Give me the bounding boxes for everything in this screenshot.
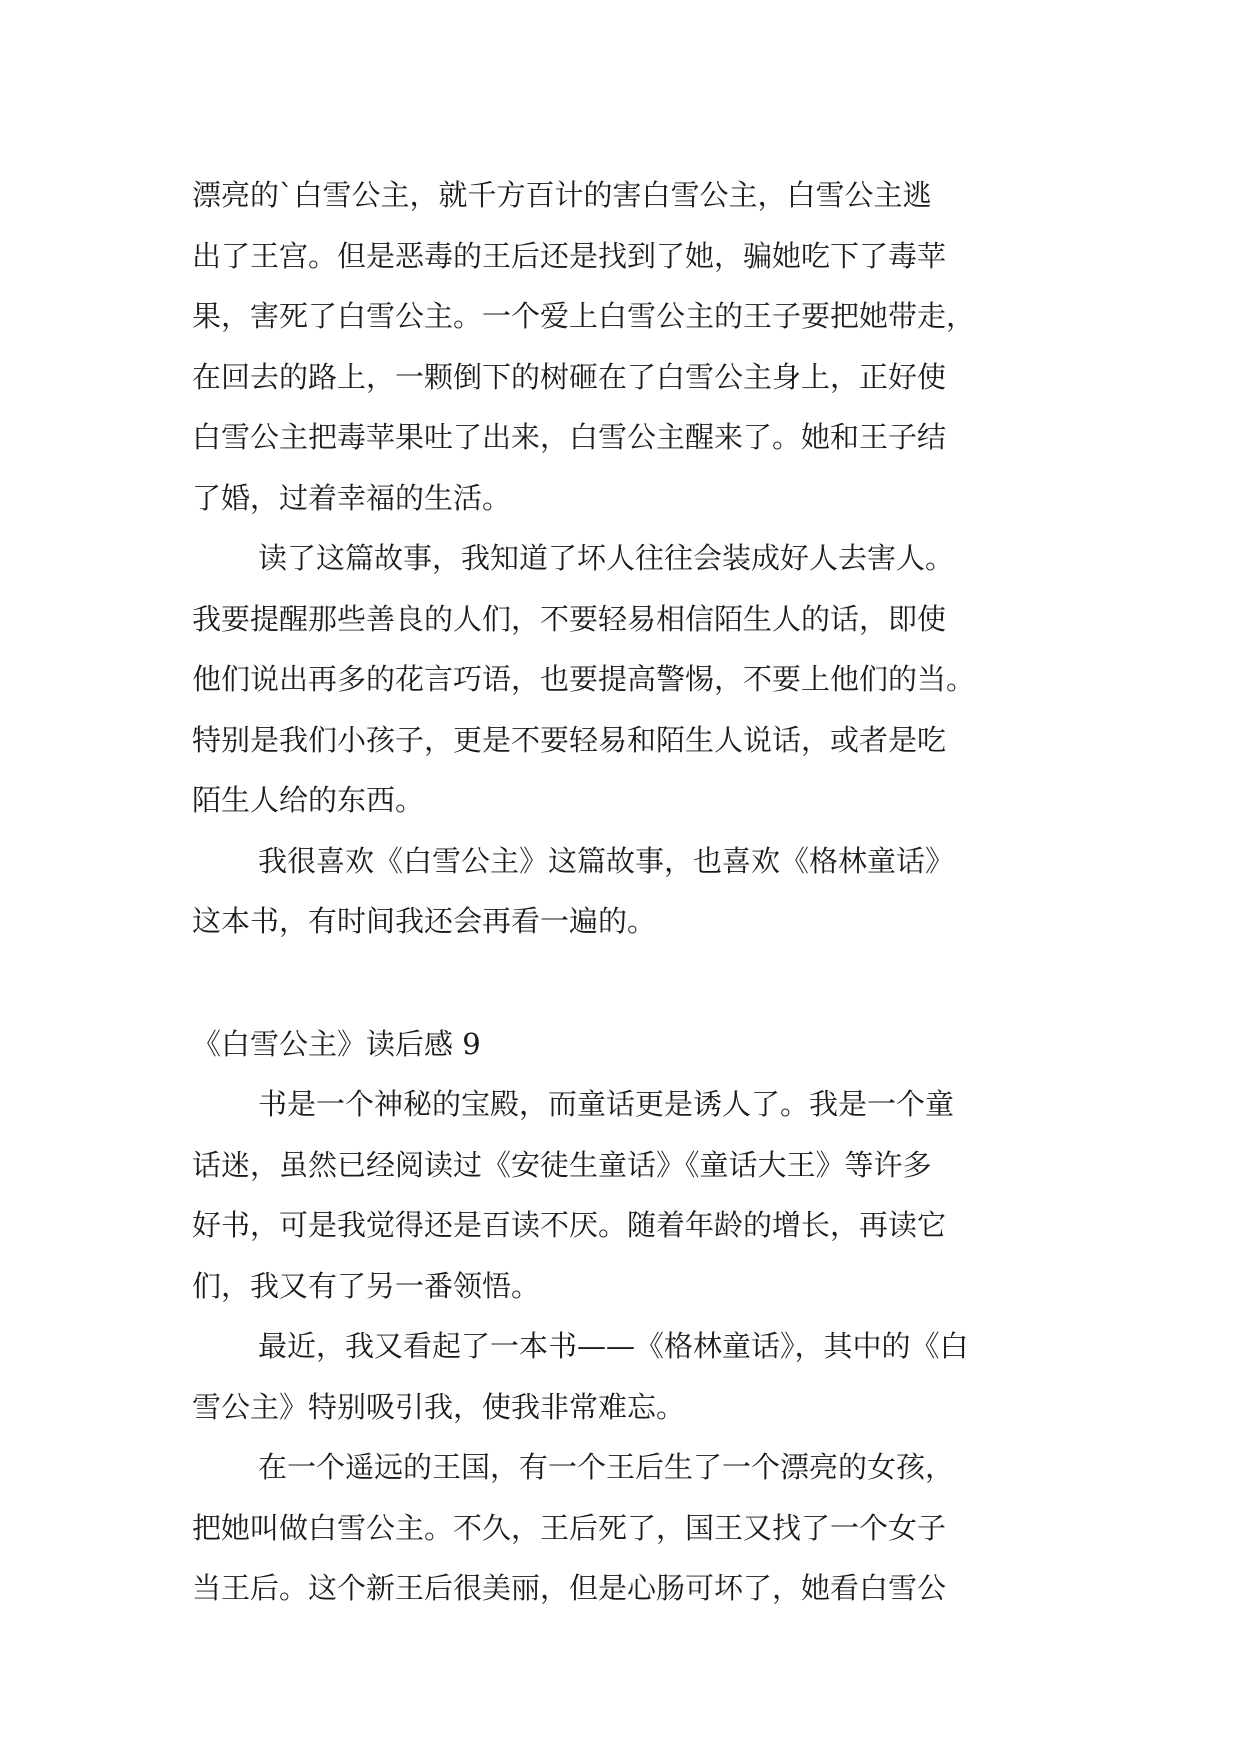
paragraph: [192, 165, 1062, 528]
text-line: 我很喜欢《白雪公主》这篇故事，也喜欢《格林童话》: [258, 843, 955, 878]
text-line: 书是一个神秘的宝殿，而童话更是诱人了。我是一个童: [258, 1087, 955, 1121]
text-line: 我要提醒那些善良的人们，不要轻易相信陌生人的话，即使: [192, 601, 947, 636]
text-line: 漂亮的`白雪公主，就千方百计的害白雪公主，白雪公主逃: [192, 178, 932, 212]
paragraph: [192, 1074, 1062, 1316]
text-line: 这本书，有时间我还会再看一遍的。: [192, 904, 657, 938]
text-line: 雪公主》特别吸引我，使我非常难忘。: [192, 1389, 686, 1424]
text-line: 果，害死了白雪公主。一个爱上白雪公主的王子要把她带走，: [192, 299, 976, 333]
section-gap: [192, 952, 1062, 1014]
paragraph: [192, 1437, 1062, 1619]
text-line: 出了王宫。但是恶毒的王后还是找到了她，骗她吃下了毒苹: [192, 238, 947, 273]
document-body: [192, 165, 1062, 1619]
paragraph: [192, 831, 1062, 952]
text-line: 们，我又有了另一番领悟。: [192, 1268, 541, 1303]
text-line: 在一个遥远的王国，有一个王后生了一个漂亮的女孩，: [258, 1450, 955, 1484]
paragraph: [192, 1316, 1062, 1437]
text-line: 白雪公主把毒苹果吐了出来，白雪公主醒来了。她和王子结: [192, 420, 947, 454]
text-line: 陌生人给的东西。: [192, 783, 425, 817]
text-line: 在回去的路上，一颗倒下的树砸在了白雪公主身上，正好使: [192, 359, 947, 394]
text-line: 了婚，过着幸福的生活。: [192, 480, 512, 515]
text-line: 好书，可是我觉得还是百读不厌。随着年龄的增长，再读它: [192, 1208, 947, 1242]
text-line: 读了这篇故事，我知道了坏人往往会装成好人去害人。: [258, 541, 955, 575]
text-line: 他们说出再多的花言巧语，也要提高警惕，不要上他们的当。: [192, 662, 976, 696]
section-heading: [192, 1014, 1062, 1075]
text-line: 特别是我们小孩子，更是不要轻易和陌生人说话，或者是吃: [192, 722, 947, 757]
heading-text: 《白雪公主》读后感 9: [192, 1026, 481, 1061]
text-line: 话迷，虽然已经阅读过《安徒生童话》《童话大王》等许多: [192, 1147, 932, 1182]
text-line: 把她叫做白雪公主。不久，王后死了，国王又找了一个女子: [192, 1510, 947, 1545]
text-line: 最近，我又看起了一本书——《格林童话》，其中的《白: [258, 1329, 969, 1363]
text-line: 当王后。这个新王后很美丽，但是心肠可坏了，她看白雪公: [192, 1571, 947, 1605]
paragraph: [192, 528, 1062, 831]
